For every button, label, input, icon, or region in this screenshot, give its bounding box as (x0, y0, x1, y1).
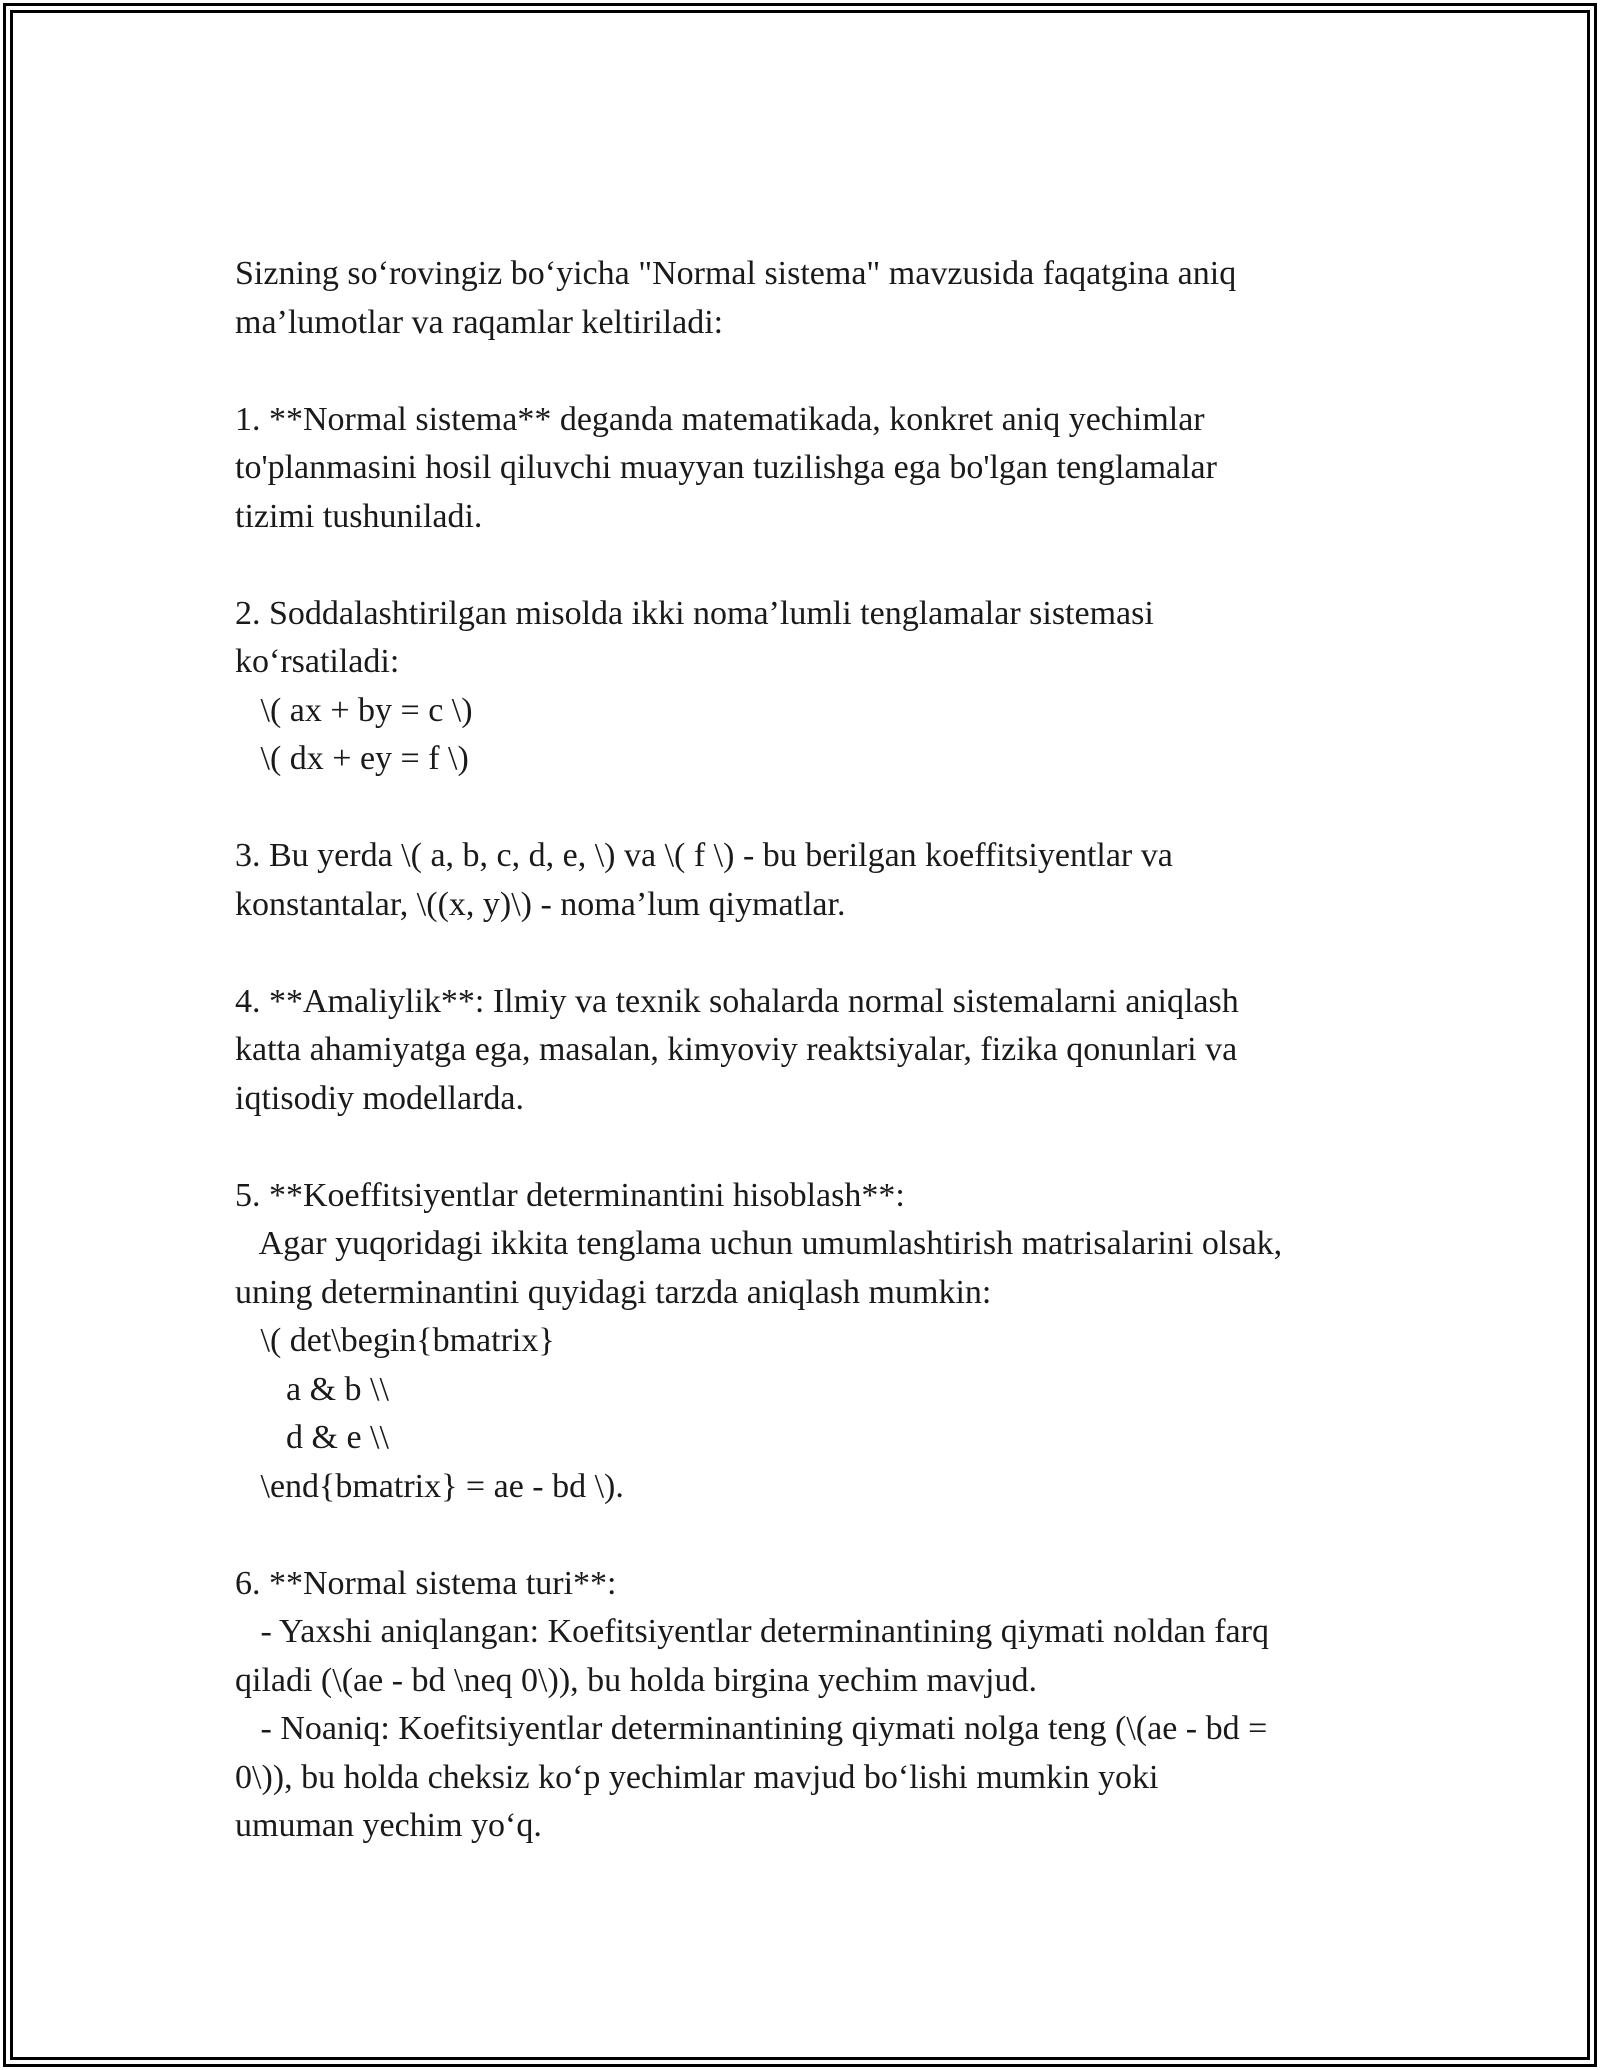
text-line: 1. **Normal sistema** deganda matematikada, konkret aniq yechimlar (235, 400, 1205, 438)
paragraph-gap (235, 541, 1395, 590)
text-line: 6. **Normal sistema turi**: (235, 1564, 617, 1602)
text-line: - Noaniq: Koefitsiyentlar determinantining qiymati nolga teng (\(ae - bd = (235, 1710, 1268, 1747)
text-line: 0\)), bu holda cheksiz ko‘p yechimlar mavjud bo‘lishi mumkin yoki (235, 1758, 1159, 1796)
text-line: Sizning so‘rovingiz bo‘yicha "Normal sistema" mavzusida faqatgina aniq (235, 255, 1237, 292)
equation-line: a & b \\ (235, 1370, 389, 1408)
paragraph-gap (235, 784, 1395, 833)
text-line: umuman yechim yo‘q. (235, 1807, 542, 1844)
list-item-5 (235, 1172, 1395, 1512)
text-line: 4. **Amaliylik**: Ilmiy va texnik sohalarda normal sistemalarni aniqlash (235, 982, 1239, 1020)
list-item-3 (235, 832, 1395, 929)
text-line: 5. **Koeffitsiyentlar determinantini hisoblash**: (235, 1176, 905, 1214)
text-line: Agar yuqoridagi ikkita tenglama uchun umumlashtirish matrisalarini olsak, (235, 1225, 1283, 1262)
text-line: tizimi tushuniladi. (235, 497, 483, 535)
text-line: konstantalar, \((x, y)\) - noma’lum qiymatlar. (235, 885, 846, 923)
paragraph-gap (235, 929, 1395, 978)
list-item-6 (235, 1560, 1395, 1851)
text-line: qiladi (\(ae - bd \neq 0\)), bu holda birgina yechim mavjud. (235, 1661, 1037, 1699)
text-line: 3. Bu yerda \( a, b, c, d, e, \) va \( f \) - bu berilgan koeffitsiyentlar va (235, 837, 1173, 874)
paragraph-gap (235, 1123, 1395, 1172)
text-line: to'planmasini hosil qiluvchi muayyan tuzilishga ega bo'lgan tenglamalar (235, 449, 1217, 486)
document-body (235, 250, 1395, 1851)
list-item-1 (235, 396, 1395, 542)
paragraph-gap (235, 1511, 1395, 1560)
text-line: uning determinantini quyidagi tarzda aniqlash mumkin: (235, 1273, 992, 1311)
paragraph-gap (235, 347, 1395, 396)
text-line: iqtisodiy modellarda. (235, 1079, 524, 1117)
equation-line: \( dx + ey = f \) (235, 740, 469, 777)
text-line: ko‘rsatiladi: (235, 643, 400, 680)
equation-line: \( det\begin{bmatrix} (235, 1322, 555, 1359)
equation-line: \( ax + by = c \) (235, 691, 473, 729)
list-item-4 (235, 978, 1395, 1124)
text-line: 2. Soddalashtirilgan misolda ikki noma’lumli tenglamalar sistemasi (235, 594, 1154, 632)
text-line: ma’lumotlar va raqamlar keltiriladi: (235, 303, 724, 341)
intro-paragraph (235, 250, 1395, 347)
text-line: katta ahamiyatga ega, masalan, kimyoviy reaktsiyalar, fizika qonunlari va (235, 1031, 1238, 1068)
text-line: - Yaxshi aniqlangan: Koefitsiyentlar determinantining qiymati noldan farq (235, 1613, 1269, 1650)
equation-line: d & e \\ (235, 1419, 389, 1456)
list-item-2 (235, 590, 1395, 784)
equation-line: \end{bmatrix} = ae - bd \). (235, 1467, 624, 1505)
